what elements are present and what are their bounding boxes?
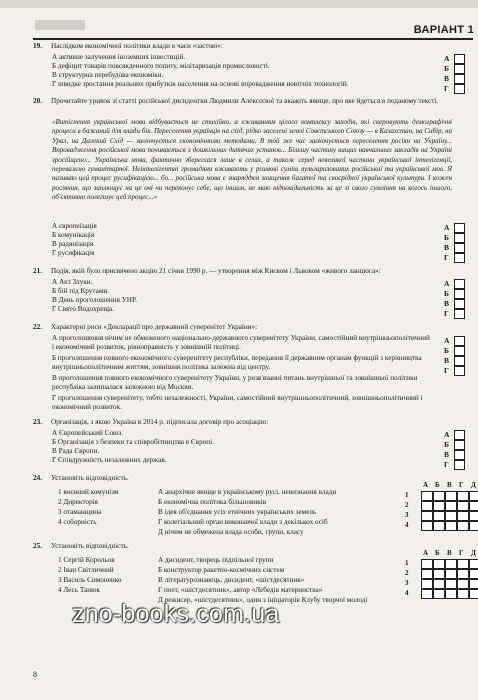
grid-cell[interactable] xyxy=(445,491,457,501)
question-23 xyxy=(33,418,441,427)
answer-letter: Б xyxy=(444,233,449,242)
q19-option-c: В структурна перебудова економіки. xyxy=(52,71,164,79)
q24-right-b: Б економічна політика більшовиків xyxy=(158,498,267,506)
answer-box-a[interactable] xyxy=(454,279,465,289)
grid-cell[interactable] xyxy=(421,559,433,569)
q20-quote: «Витіснення української мови відбувається не стихійно, а еживанням цілого комплексу заходів, які скеровують демографічні процеси в бажаний для влади бік. Переселення українців на схід, рідко заселені землі Совєтського Союзу — в Казахстан, на Сибір, на Урал, на Далекий Схід — заохочується економічними методами. В той же час заохочується переселення росіян на Україну... Впровадження російської мови починається з дошкільних дитячих установ... Більшу частину вищих навчальних закладів на Україні зросійщено... Українська мова, фактично збереглася лише в селах, а також серед невеликої частини української інтелігенції, переважно гуманітарної. Неінтелігентні громадяни вживають у розмові суміш вульгаризованих російської та української мов. Я називаю цей процес русифікацією... бо... російська мова є знаряддям знищення багатої та своєрідної української культури. І кожен росіянин, що заплющує на це очі чи переконує себе, що іншим, не маю відповідальність за це зі свого сумління на когось іншого, об'єктивно полегшує цей процес...» xyxy=(52,118,452,202)
grid-cell[interactable] xyxy=(433,521,445,531)
grid-cell[interactable] xyxy=(433,511,445,521)
header-rule xyxy=(33,38,473,40)
grid-cell[interactable] xyxy=(457,511,469,521)
grid-cell[interactable] xyxy=(433,501,445,511)
grid-cell[interactable] xyxy=(445,559,457,569)
question-number: 22. xyxy=(33,323,42,331)
q25-left-4: 4 Лесь Танюк xyxy=(58,586,100,594)
answer-box-b[interactable] xyxy=(454,64,465,74)
q22-option-c: В проголошення повного економічного суверенітету України, у розв'язанні питань внутрішньої та зовнішньої політики республіка залишалася залежною від Москви. xyxy=(52,374,418,391)
q24-right-a: А анархічне явище в українському русі, невизнання влади xyxy=(158,488,337,496)
question-22 xyxy=(33,323,441,332)
q24-left-2: 2 Директорія xyxy=(58,498,98,506)
grid-cell[interactable] xyxy=(445,569,457,579)
question-text: Характерні риси «Декларації про державний суверенітет України»: xyxy=(51,323,258,331)
grid-col-c: В xyxy=(447,549,452,557)
grid-cell[interactable] xyxy=(421,589,433,599)
answer-box-a[interactable] xyxy=(454,223,465,233)
answer-box-d[interactable] xyxy=(454,309,465,319)
variant-label: ВАРІАНТ 1 xyxy=(413,24,474,36)
grid-cell[interactable] xyxy=(421,569,433,579)
q22-option-b: Б проголошення повного економічного суверенітету республіки, передання її державним органам функцій з керівництва внутрішньополітичним життям, зовнішня політика залежна від центру. xyxy=(52,354,422,371)
q20-option-a: А європеїзація xyxy=(52,222,97,230)
answer-letter: А xyxy=(444,430,450,439)
grid-row-label: 1 xyxy=(405,559,409,567)
stamp xyxy=(35,20,85,30)
answer-letter: А xyxy=(444,223,450,232)
q19-option-b: Б дефіцит товарів повсякденного попиту, мілітаризація промисловості. xyxy=(52,62,270,70)
q24-right-e: Д нічим не обмежена влада особи, групи, класу xyxy=(158,528,304,536)
q23-option-a: А Європейський Союз. xyxy=(52,429,124,437)
grid-row-label: 2 xyxy=(405,501,409,509)
answer-box-d[interactable] xyxy=(454,366,465,376)
answer-letter: Б xyxy=(444,440,449,449)
q21-option-d: Г Свято Водохреща. xyxy=(52,305,114,313)
watermark: zno-books.com.ua xyxy=(72,600,280,628)
answer-box-d[interactable] xyxy=(454,253,465,263)
q20-option-b: Б комунікація xyxy=(52,231,95,239)
question-number: 20. xyxy=(33,97,42,105)
grid-cell[interactable] xyxy=(421,579,433,589)
question-number: 21. xyxy=(33,267,42,275)
top-band xyxy=(0,0,478,8)
grid-col-a: А xyxy=(423,549,429,557)
answer-letter: В xyxy=(444,450,450,459)
answer-box-d[interactable] xyxy=(454,460,465,470)
grid-cell[interactable] xyxy=(469,511,478,521)
grid-col-e: Д xyxy=(471,481,476,489)
grid-cell[interactable] xyxy=(469,501,478,511)
q19-option-d: Г швидке зростання реальних прибутків населення на основі впровадження новітніх технологій. xyxy=(52,80,349,88)
grid-cell[interactable] xyxy=(433,579,445,589)
answer-letter: А xyxy=(444,336,450,345)
answer-letter: В xyxy=(444,74,450,83)
q22-option-d: Г проголошення суверенітету, тобто незалежності, України, самостійний внутрішньополітичний, зовнішньополітичний і економічний розвиток. xyxy=(52,394,423,411)
q23-option-b: Б Організація з безпеки та співробітництва в Європі. xyxy=(52,438,214,446)
grid-cell[interactable] xyxy=(469,559,478,569)
answer-box-b[interactable] xyxy=(454,289,465,299)
grid-row-label: 3 xyxy=(405,511,409,519)
grid-cell[interactable] xyxy=(457,501,469,511)
question-number: 23. xyxy=(33,418,42,426)
question-number: 19. xyxy=(33,42,42,50)
answer-letter: В xyxy=(444,299,450,308)
q23-option-c: В Рада Європи. xyxy=(52,447,100,455)
grid-cell[interactable] xyxy=(421,491,433,501)
question-text: Установіть відповідність. xyxy=(51,542,129,550)
grid-cell[interactable] xyxy=(445,501,457,511)
grid-col-b: Б xyxy=(435,481,440,489)
question-number: 25. xyxy=(33,542,42,550)
q23-option-d: Г Співдружність незалежних держав. xyxy=(52,456,167,464)
answer-box-c[interactable] xyxy=(454,243,465,253)
grid-row-label: 4 xyxy=(405,521,409,529)
grid-cell[interactable] xyxy=(457,589,469,599)
answer-box-b[interactable] xyxy=(454,233,465,243)
answer-letter: Г xyxy=(444,84,449,93)
q24-left-1: 1 воєнний комунізм xyxy=(58,488,119,496)
question-number: 24. xyxy=(33,474,42,482)
grid-cell[interactable] xyxy=(469,521,478,531)
grid-col-e: Д xyxy=(471,549,476,557)
question-20 xyxy=(33,97,441,106)
answer-box-b[interactable] xyxy=(454,440,465,450)
answer-box-a[interactable] xyxy=(454,336,465,346)
grid-cell[interactable] xyxy=(457,559,469,569)
question-24 xyxy=(33,474,441,483)
q24-left-4: 4 соборність xyxy=(58,518,97,526)
answer-letter: Б xyxy=(444,289,449,298)
answer-box-c[interactable] xyxy=(454,450,465,460)
grid-cell[interactable] xyxy=(445,589,457,599)
q25-left-1: 1 Сергій Корольов xyxy=(58,556,115,564)
grid-col-c: В xyxy=(447,481,452,489)
q25-right-b: Б конструктор ракетно-космічних систем xyxy=(158,566,285,574)
grid-col-d: Г xyxy=(459,481,464,489)
grid-cell[interactable] xyxy=(421,511,433,521)
page-number: 8 xyxy=(33,670,37,679)
answer-letter: Г xyxy=(444,366,449,375)
answer-box-c[interactable] xyxy=(454,299,465,309)
q24-right-c: В ідея об'єднання усіх етнічних українських земель xyxy=(158,508,317,516)
question-text: Наслідком економічної політики влади в часи «застою»: xyxy=(51,42,224,50)
grid-cell[interactable] xyxy=(469,569,478,579)
q21-option-c: В День проголошення УНР. xyxy=(52,296,137,304)
grid-cell[interactable] xyxy=(469,491,478,501)
grid-col-a: А xyxy=(423,481,429,489)
question-19 xyxy=(33,42,441,51)
grid-cell[interactable] xyxy=(445,579,457,589)
q20-option-d: Г русифікація xyxy=(52,249,95,257)
grid-row-label: 3 xyxy=(405,579,409,587)
grid-col-d: Г xyxy=(459,549,464,557)
q20-option-c: В радянізація xyxy=(52,240,94,248)
answer-letter: Г xyxy=(444,309,449,318)
q21-option-b: Б бій під Крутами. xyxy=(52,287,110,295)
question-21 xyxy=(33,267,441,276)
answer-box-b[interactable] xyxy=(454,346,465,356)
grid-col-b: Б xyxy=(435,549,440,557)
answer-letter: Б xyxy=(444,64,449,73)
q25-right-e: Д режисер, «шістдесятник», один з ініціаторів Клубу творчої молоді xyxy=(158,596,368,604)
q22-option-a: А проголошення нічим не обмеженого національно-державного суверенітету України, самостійний внутрішньополітичний і економічний розвиток, рівноправність у зовнішній політиці. xyxy=(52,334,430,351)
q21-option-a: А Акт Злуки. xyxy=(52,278,93,286)
grid-cell[interactable] xyxy=(433,559,445,569)
grid-cell[interactable] xyxy=(433,569,445,579)
grid-cell[interactable] xyxy=(457,569,469,579)
grid-cell[interactable] xyxy=(469,589,478,599)
question-text: Прочитайте уривок зі статті російської дисидентки Людмили Алексєєвої та вкажіть явище, про яке йдеться в поданому тексті. xyxy=(51,97,439,105)
q24-right-d: Г колегіальний орган виконавчої влади з декількох осіб xyxy=(158,518,328,526)
answer-letter: Г xyxy=(444,460,449,469)
question-text: Подія, якій було присвячено акцію 21 січня 1990 р. — утворення між Києвом і Львовом «живого ланцюга»: xyxy=(51,267,381,275)
grid-row-label: 2 xyxy=(405,569,409,577)
q25-right-c: В літературознавець, дисидент, «шістдесятник» xyxy=(158,576,305,584)
answer-box-c[interactable] xyxy=(454,356,465,366)
grid-cell[interactable] xyxy=(445,521,457,531)
grid-row-label: 4 xyxy=(405,589,409,597)
answer-box-a[interactable] xyxy=(454,430,465,440)
grid-cell[interactable] xyxy=(433,491,445,501)
grid-row-label: 1 xyxy=(405,491,409,499)
grid-cell[interactable] xyxy=(421,521,433,531)
grid-cell[interactable] xyxy=(421,501,433,511)
question-text: Установіть відповідність. xyxy=(51,474,129,482)
q25-left-2: 2 Іван Світличний xyxy=(58,566,114,574)
grid-cell[interactable] xyxy=(457,491,469,501)
grid-cell[interactable] xyxy=(469,579,478,589)
question-25 xyxy=(33,542,441,551)
answer-letter: В xyxy=(444,356,450,365)
grid-cell[interactable] xyxy=(445,511,457,521)
q24-left-3: 3 отаманщина xyxy=(58,508,102,516)
answer-letter: А xyxy=(444,54,450,63)
q25-right-d: Г поет, «шістдесятник», автор «Лебедів материнства» xyxy=(158,586,323,594)
q25-right-a: А дисидент, творець підпільної групи xyxy=(158,556,274,564)
grid-cell[interactable] xyxy=(457,579,469,589)
answer-box-a[interactable] xyxy=(454,54,465,64)
q19-option-a: А активне залучення іноземних інвестицій. xyxy=(52,53,185,61)
question-text: Організація, з якою Україна в 2014 р. підписала договір про асоціацію: xyxy=(51,418,269,426)
grid-cell[interactable] xyxy=(433,589,445,599)
answer-box-c[interactable] xyxy=(454,74,465,84)
answer-letter: Б xyxy=(444,346,449,355)
answer-letter: А xyxy=(444,279,450,288)
q25-left-3: 3 Василь Симоненко xyxy=(58,576,122,584)
answer-letter: Г xyxy=(444,253,449,262)
grid-cell[interactable] xyxy=(457,521,469,531)
answer-box-d[interactable] xyxy=(454,84,465,94)
answer-letter: В xyxy=(444,243,450,252)
